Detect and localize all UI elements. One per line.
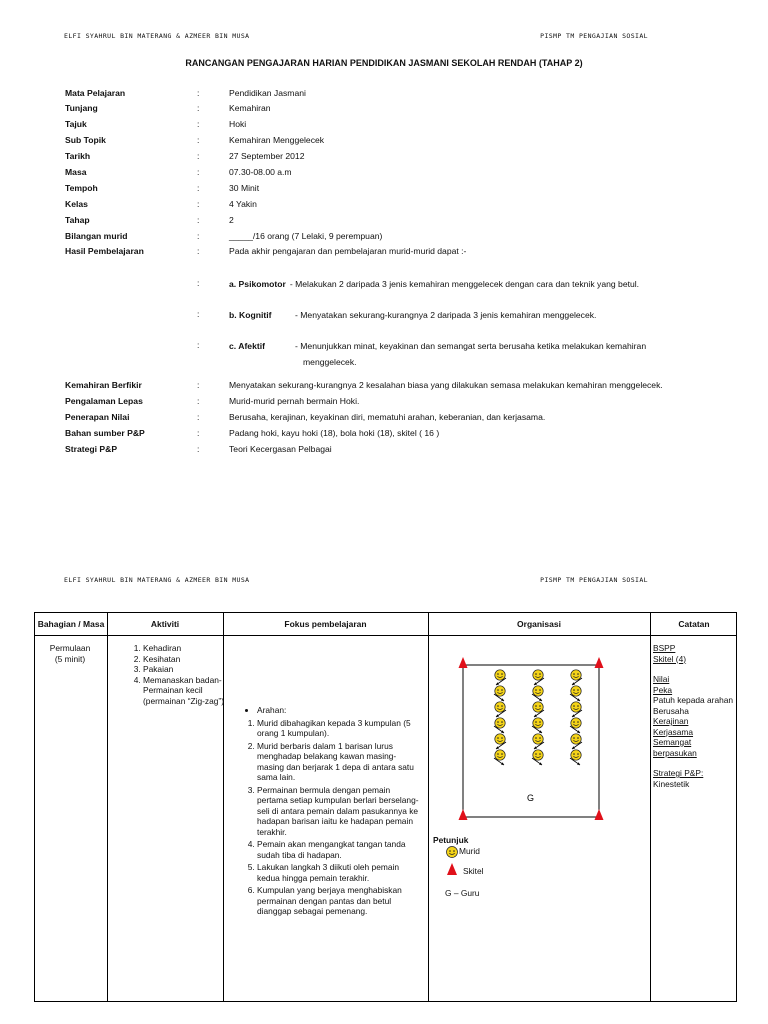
info-row — [65, 278, 705, 292]
header-aktiviti: Aktiviti — [150, 618, 180, 629]
murid-icon — [533, 750, 543, 760]
list-item: 4. Pemain akan mengangkat tangan tanda sudah tiba di hadapan. — [257, 839, 421, 860]
guru-marker: G — [527, 793, 535, 803]
murid-icon — [571, 750, 581, 760]
info-value: Teori Kecergasan Pelbagai — [229, 444, 332, 454]
info-row — [65, 183, 705, 197]
murid-icon — [533, 686, 543, 696]
murid-icon — [533, 702, 543, 712]
murid-icon — [495, 702, 505, 712]
murid-icon — [571, 718, 581, 728]
murid-icon — [533, 718, 543, 728]
info-label: Tahap — [65, 215, 90, 225]
info-colon: : — [197, 199, 200, 209]
list-item: 4. Memanaskan badan- Permainan kecil (permainan “Zig-zag”) — [143, 675, 225, 707]
legend-title: Petunjuk — [433, 835, 469, 845]
info-colon: : — [197, 231, 200, 241]
list-item: 1. Murid dibahagikan kepada 3 kumpulan (5 orang 1 kumpulan). — [257, 718, 421, 739]
info-label: Mata Pelajaran — [65, 88, 126, 98]
objective — [229, 276, 699, 292]
list-item: 3. Permainan bermula dengan pemain pertama setiap kumpulan berlari berselang-seli di antara pemain dalam pasukannya ke hadapan barisan iaitu ke hadapan pemain terakhir. — [257, 785, 421, 838]
info-value: 30 Minit — [229, 183, 260, 193]
objective — [229, 338, 699, 370]
header-authors: ELFI SYAHRUL BIN MATERANG & AZMEER BIN MUSA — [64, 32, 250, 40]
info-label: Kemahiran Berfikir — [65, 380, 142, 390]
murid-icon — [571, 686, 581, 696]
legend-murid: Murid — [459, 846, 480, 856]
info-value: Padang hoki, kayu hoki (18), bola hoki (18), skitel ( 16 ) — [229, 428, 440, 438]
murid-icon — [533, 670, 543, 680]
info-value: Hoki — [229, 119, 247, 129]
info-row — [65, 380, 705, 394]
list-item: 6. Kumpulan yang berjaya menghabiskan permainan dengan pantas dan betul dianggap sebagai pemenang. — [257, 885, 421, 917]
info-colon: : — [197, 119, 200, 129]
info-colon: : — [197, 151, 200, 161]
header-authors: ELFI SYAHRUL BIN MATERANG & AZMEER BIN MUSA — [64, 576, 250, 584]
info-label: Bahan sumber P&P — [65, 428, 145, 438]
legend-guru: G – Guru — [445, 888, 480, 898]
header-bahagian: Bahagian / Masa — [37, 618, 105, 629]
skitel-icon — [459, 657, 468, 668]
page-header — [64, 32, 648, 40]
info-row — [65, 88, 705, 102]
info-value: 2 — [229, 215, 234, 225]
info-colon: : — [197, 380, 200, 390]
info-colon: : — [197, 135, 200, 145]
info-label: Kelas — [65, 199, 88, 209]
info-label: Pengalaman Lepas — [65, 396, 143, 406]
header-course: PISMP TM PENGAJIAN SOSIAL — [540, 32, 648, 40]
list-item: • Arahan: — [257, 705, 421, 716]
objective-text: - Menunjukkan minat, keyakinan dan semangat serta berusaha ketika melakukan kemahiran — [295, 341, 647, 351]
skitel-icon — [595, 809, 604, 820]
skitel-icon — [447, 863, 457, 875]
cell-aktiviti — [115, 643, 225, 706]
info-colon: : — [197, 167, 200, 177]
info-colon: : — [197, 215, 200, 225]
info-label: Bilangan murid — [65, 231, 128, 241]
info-colon: : — [197, 246, 200, 256]
info-value: 07.30-08.00 a.m — [229, 167, 292, 177]
objective-text: - Melakukan 2 daripada 3 jenis kemahiran menggelecek dengan cara dan teknik yang betul. — [289, 279, 640, 289]
info-row — [65, 428, 705, 442]
info-label: Tarikh — [65, 151, 91, 161]
info-value: Kemahiran Menggelecek — [229, 135, 325, 145]
list-item: 5. Lakukan langkah 3 diikuti oleh pemain kedua hingga pemain terakhir. — [257, 862, 421, 883]
murid-icon — [533, 734, 543, 744]
info-colon: : — [197, 278, 200, 288]
objective-text: - Menyatakan sekurang-kurangnya 2 daripada 3 jenis kemahiran menggelecek. — [295, 310, 597, 320]
info-row — [65, 199, 705, 213]
murid-icon — [571, 702, 581, 712]
info-value: Kemahiran — [229, 103, 271, 113]
objective-domain: b. Kognitif — [229, 310, 272, 320]
objective — [229, 307, 699, 323]
list-item: 2. Kesihatan — [143, 654, 225, 665]
organisation-diagram — [431, 637, 649, 937]
header-fokus: Fokus pembelajaran — [284, 618, 367, 629]
info-value: 4 Yakin — [229, 199, 257, 209]
info-label: Strategi P&P — [65, 444, 118, 454]
murid-icon — [495, 718, 505, 728]
info-row — [65, 246, 705, 260]
info-row — [65, 167, 705, 181]
legend-skitel: Skitel — [463, 866, 484, 876]
info-label: Hasil Pembelajaran — [65, 246, 144, 256]
info-value: 27 September 2012 — [229, 151, 305, 161]
objective-domain: c. Afektif — [229, 341, 265, 351]
info-colon: : — [197, 428, 200, 438]
info-colon: : — [197, 396, 200, 406]
info-label: Tempoh — [65, 183, 98, 193]
skitel-icon — [595, 657, 604, 668]
info-row — [65, 412, 705, 426]
page-header-2 — [64, 576, 648, 584]
info-value: Berusaha, kerajinan, keyakinan diri, mematuhi arahan, keberanian, dan kerjasama. — [229, 412, 546, 422]
info-row — [65, 103, 705, 117]
list-item: 3. Pakaian — [143, 664, 225, 675]
info-value: Pada akhir pengajaran dan pembelajaran murid-murid dapat :- — [229, 246, 467, 256]
info-row — [65, 340, 705, 367]
skitel-icon — [459, 809, 468, 820]
info-value: _____/16 orang (7 Lelaki, 9 perempuan) — [229, 231, 383, 241]
info-colon: : — [197, 183, 200, 193]
murid-icon — [495, 734, 505, 744]
murid-icon — [571, 670, 581, 680]
murid-icon — [495, 670, 505, 680]
document-title: RANCANGAN PENGAJARAN HARIAN PENDIDIKAN JASMANI SEKOLAH RENDAH (TAHAP 2) — [185, 58, 583, 68]
header-organisasi: Organisasi — [517, 618, 561, 629]
objective-text-cont: menggelecek. — [303, 357, 357, 367]
info-row — [65, 444, 705, 458]
list-item: 1. Kehadiran — [143, 643, 225, 654]
info-label: Masa — [65, 167, 87, 177]
murid-icon — [495, 750, 505, 760]
list-item: 2. Murid berbaris dalam 1 barisan lurus menghadap belakang kawan masing-masing dan berjarak 1 depa di antara satu sama lain. — [257, 741, 421, 783]
info-row — [65, 119, 705, 133]
info-colon: : — [197, 412, 200, 422]
lesson-table — [34, 612, 737, 1002]
info-value: Murid-murid pernah bermain Hoki. — [229, 396, 360, 406]
info-colon: : — [197, 88, 200, 98]
header-catatan: Catatan — [678, 618, 710, 629]
info-label: Sub Topik — [65, 135, 106, 145]
info-row — [65, 135, 705, 149]
info-value: Pendidikan Jasmani — [229, 88, 306, 98]
info-label: Penerapan Nilai — [65, 412, 130, 422]
info-row — [65, 231, 705, 245]
cell-fokus — [235, 705, 421, 919]
info-value: Menyatakan sekurang-kurangnya 2 kesalahan biasa yang dilakukan semasa melakukan kemahiran menggelecek. — [229, 380, 663, 390]
header-course: PISMP TM PENGAJIAN SOSIAL — [540, 576, 648, 584]
info-row — [65, 215, 705, 229]
info-label: Tajuk — [65, 119, 87, 129]
murid-icon — [445, 845, 459, 859]
info-colon: : — [197, 309, 200, 319]
info-row — [65, 309, 705, 323]
objective-domain: a. Psikomotor — [229, 279, 286, 289]
info-row — [65, 151, 705, 165]
murid-icon — [571, 734, 581, 744]
info-label: Tunjang — [65, 103, 98, 113]
murid-icon — [495, 686, 505, 696]
info-row — [65, 396, 705, 410]
cell-bahagian: Permulaan (5 minit) — [49, 643, 91, 664]
info-colon: : — [197, 340, 200, 350]
info-colon: : — [197, 444, 200, 454]
cell-catatan: BSPP Skitel (4) Nilai Peka Patuh kepada arahan Berusaha Kerajinan Kerjasama Semangat berpasukan Strategi P&P: Kinestetik — [653, 643, 734, 789]
info-colon: : — [197, 103, 200, 113]
